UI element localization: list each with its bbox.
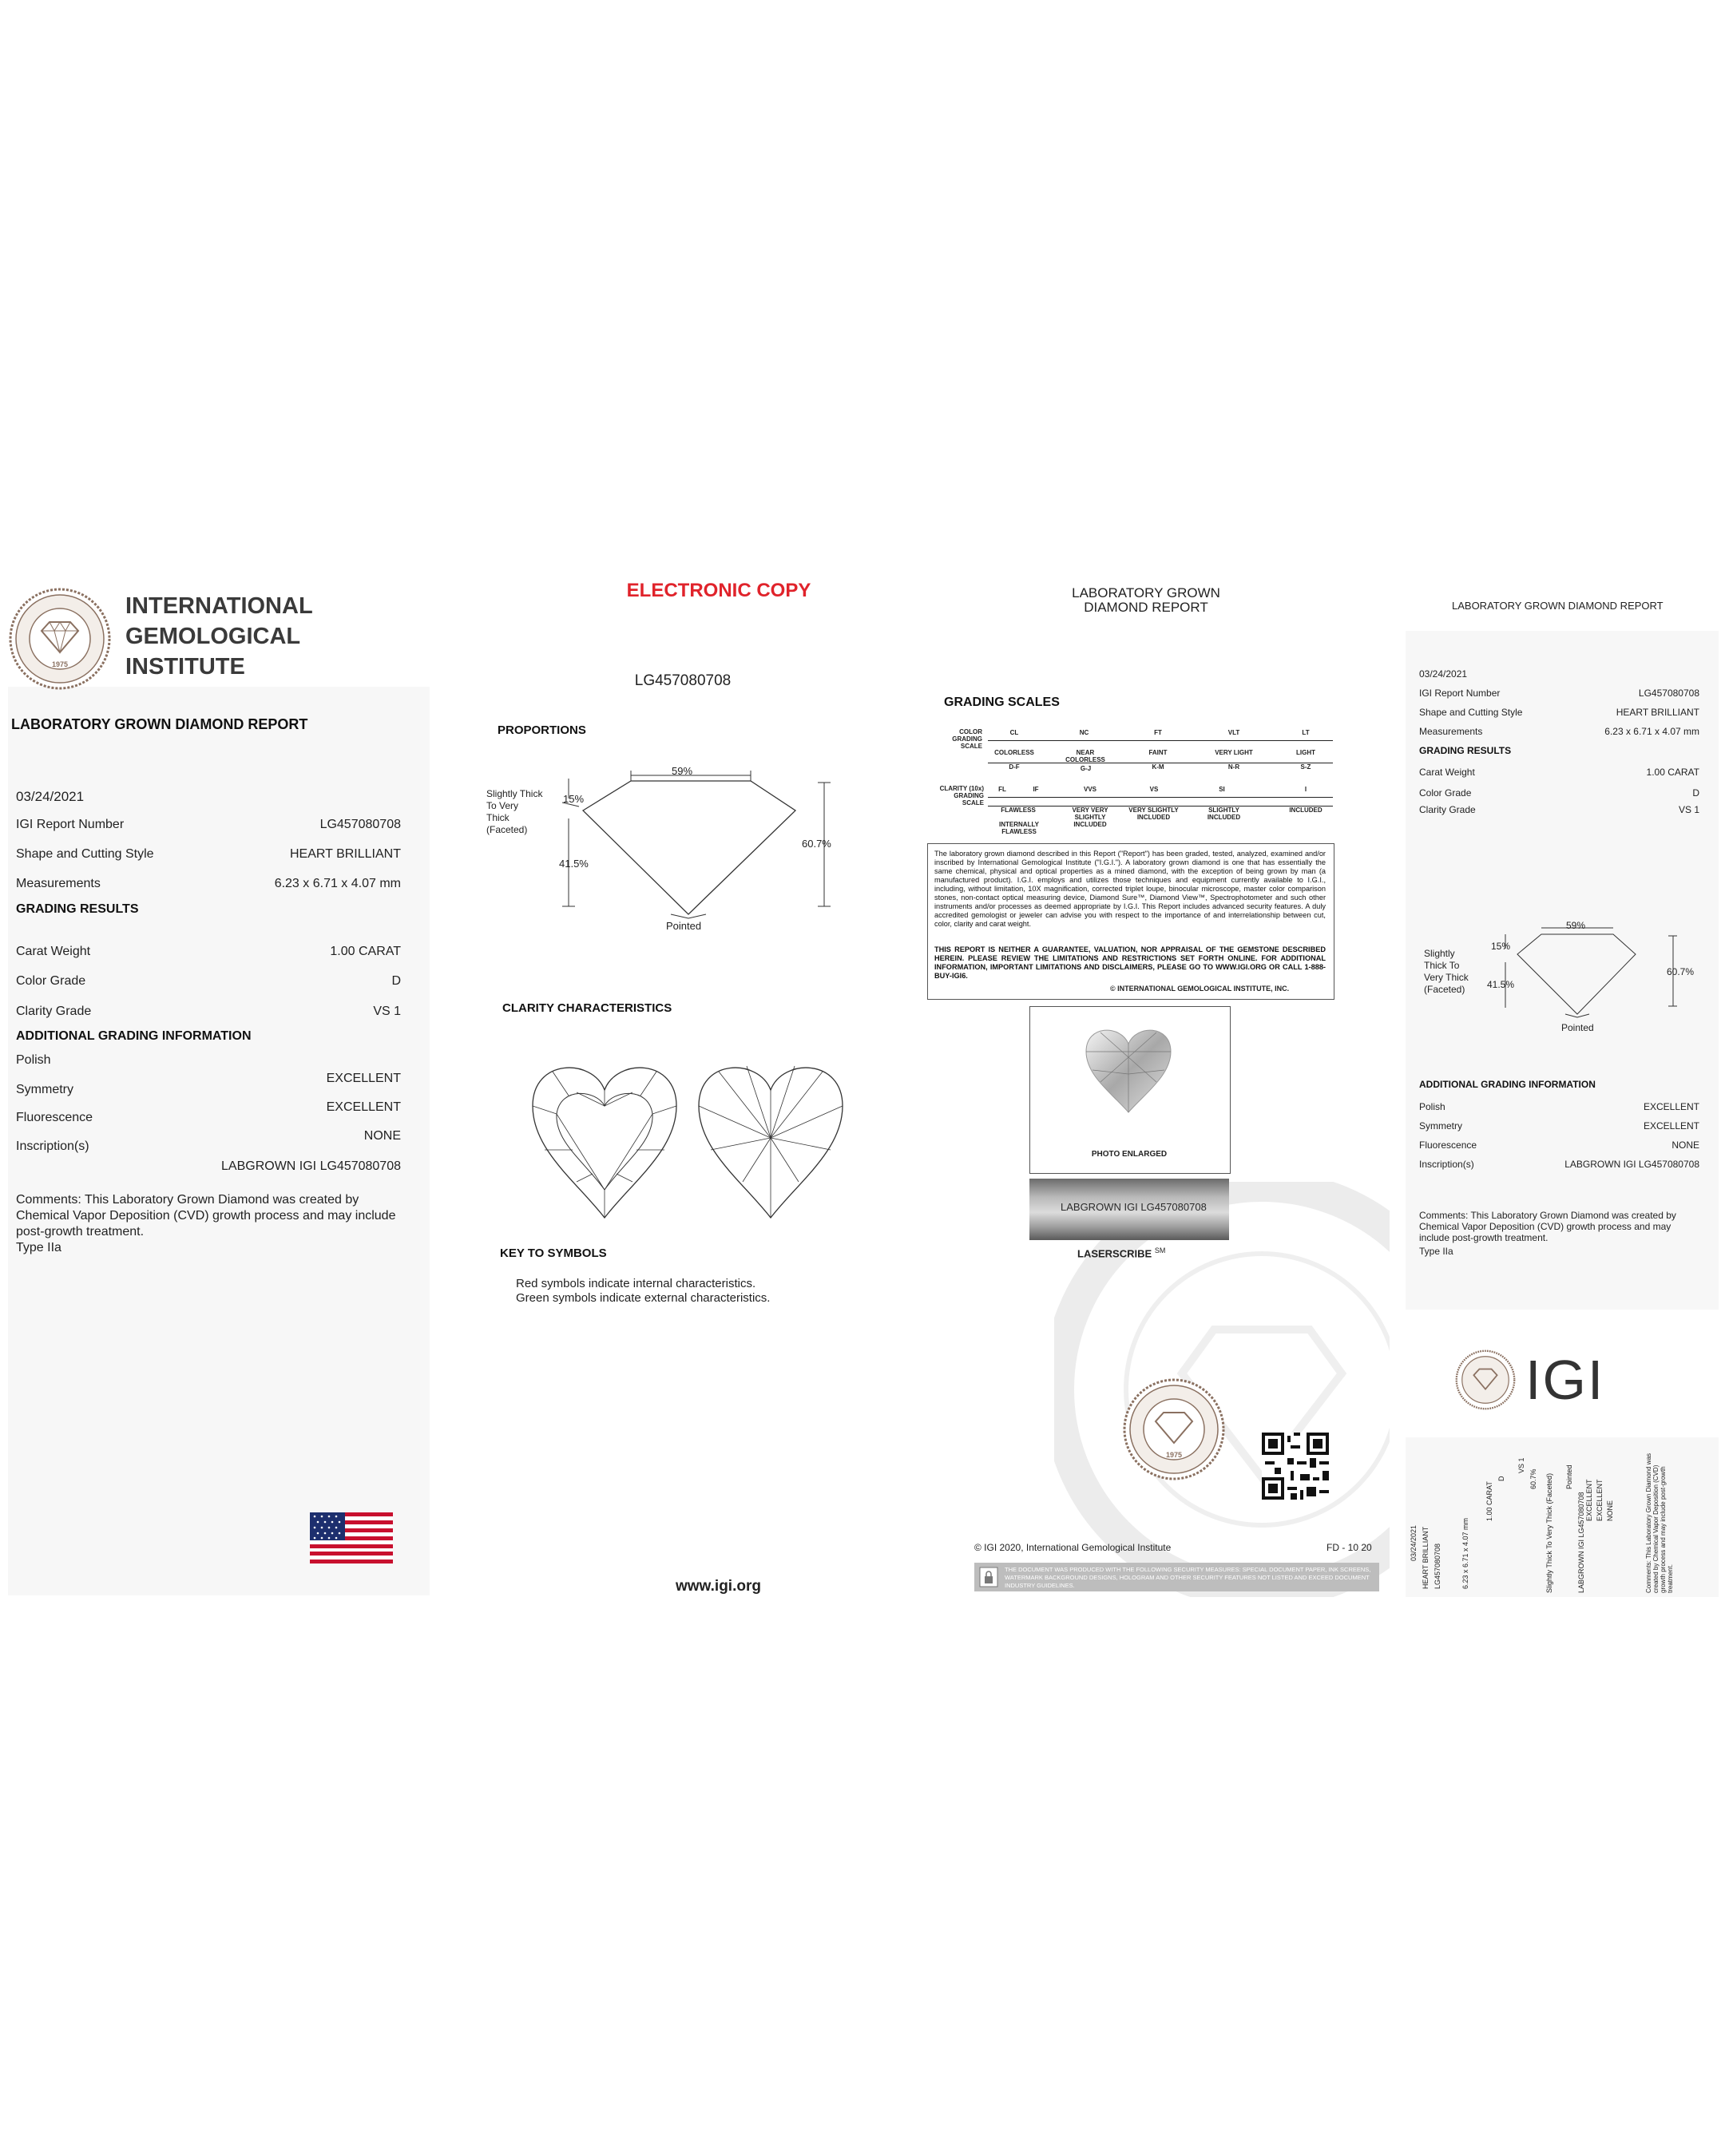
additional-grading-heading: ADDITIONAL GRADING INFORMATION [16,1029,252,1043]
electronic-copy-label: ELECTRONIC COPY [626,580,811,601]
rotated-symmetry: EXCELLENT [1596,1479,1604,1521]
comments-text: Comments: This Laboratory Grown Diamond was created by Chemical Vapor Deposition (CVD) growth process and may include post-growth treatment. [16,1193,396,1239]
right-girdle-line-4: (Faceted) [1424,984,1465,995]
color-scale-label [938,728,982,750]
right-symmetry-row [1419,1120,1699,1132]
color-name-faint: FAINT [1148,749,1168,756]
color-code-lt: LT [1302,729,1310,736]
igi-seal-lower-icon [1122,1377,1226,1481]
proportions-heading: PROPORTIONS [498,723,586,737]
right-table-value: 59% [1566,920,1586,931]
rotated-color: D [1497,1476,1505,1481]
right-polish-value: EXCELLENT [1643,1101,1699,1112]
right-girdle-text [1424,948,1469,996]
inscription-value: LABGROWN IGI LG457080708 [221,1159,401,1173]
disclaimer-body: The laboratory grown diamond described in this Report ("Report") has been graded, tested, analyzed, examined and/or inscribed by International Gemological Institute ("I.G.I."). A laboratory grown diamond is one that has essentially the same chemical, physical and optical properties as a mined diamond, with the exception of being grown by man (a manufactured product). I.G.I. employs and utilizes those techniques and equipment currently available to I.G.I., including, without limitation, 10X magnification, corrected triplet loupe, binocular microscope, master color comparison stones, non-contact optical measuring device, Diamond Sure™, Diamond View™, Spectrophotometer and such other instruments and/or processes as deemed appropriate by I.G.I. This Report includes advanced security features. A duly accredited gemologist or jeweler can advise you with respect to the importance of and interrelationship between cut, color, clarity and carat weight. [934,850,1326,928]
shape-label: Shape and Cutting Style [16,847,154,861]
report-title: LABORATORY GROWN DIAMOND REPORT [11,716,308,732]
carat-label: Carat Weight [16,945,91,958]
color-code-ft: FT [1154,729,1162,736]
measurements-row [16,877,401,891]
clarity-value: VS 1 [373,1005,401,1018]
proportions-table-value: 59% [672,765,693,777]
color-range-gj: G-J [1080,765,1092,772]
carat-row [16,945,401,959]
rotated-polish: EXCELLENT [1585,1479,1593,1521]
report-number-label: IGI Report Number [16,818,125,831]
clarity-plot-crown-heart [529,1062,680,1222]
right-girdle-line-2: Thick To [1424,960,1460,971]
svg-text:1975: 1975 [1165,1451,1183,1459]
igi-logo-text: IGI [1525,1349,1605,1411]
measurements-label: Measurements [16,877,101,890]
clarity-scale-top-rule [988,797,1333,798]
right-symmetry-value: EXCELLENT [1643,1120,1699,1132]
measurements-value: 6.23 x 6.71 x 4.07 mm [274,877,401,890]
rotated-comments: Comments: This Laboratory Grown Diamond was created by Chemical Vapor Deposition (CVD) growth process and may include post-growth treatment. [1645,1453,1674,1593]
color-value: D [391,974,401,988]
right-comments: Comments: This Laboratory Grown Diamond was created by Chemical Vapor Deposition (CVD) growth process and may include post-growth treatment. [1419,1210,1676,1243]
right-fluorescence-label: Fluorescence [1419,1139,1477,1151]
org-name-line-1: INTERNATIONAL [125,593,313,619]
report-number-value: LG457080708 [319,818,401,831]
rotated-girdle: Slightly Thick To Very Thick (Faceted) [1545,1472,1553,1593]
clarity-name-vs: VERY SLIGHTLY INCLUDED [1128,807,1179,821]
color-code-nc: NC [1079,729,1089,736]
shape-value: HEART BRILLIANT [289,847,401,861]
igi-seal-icon [8,587,112,691]
color-scale-label-2: GRADING [952,735,982,743]
right-report-number-row [1419,688,1699,699]
right-girdle-line-1: Slightly [1424,948,1455,959]
rotated-carat: 1.00 CARAT [1485,1481,1493,1521]
rotated-shape: HEART BRILLIANT [1422,1526,1430,1589]
color-code-vlt: VLT [1227,729,1240,736]
right-carat-row [1419,767,1699,778]
inscription-label: Inscription(s) [16,1139,89,1153]
right-shape-label: Shape and Cutting Style [1419,707,1523,718]
lab-report-title-line-1: LABORATORY GROWN [1072,585,1220,600]
lab-report-title [1030,586,1262,615]
right-inscription-row [1419,1159,1699,1170]
rotated-inscription: LABGROWN IGI LG457080708 [1577,1492,1585,1593]
key-to-symbols-line-1: Red symbols indicate internal characteristics. [516,1277,756,1290]
color-name-colorless: COLORLESS [994,749,1034,756]
fluorescence-value: NONE [363,1129,401,1143]
rotated-clarity: VS 1 [1517,1457,1525,1473]
clarity-code-if: IF [1033,786,1039,793]
color-name-very-light: VERY LIGHT [1215,749,1253,756]
right-symmetry-label: Symmetry [1419,1120,1462,1132]
lab-report-title-line-2: DIAMOND REPORT [1084,600,1208,615]
carat-value: 1.00 CARAT [330,945,401,958]
girdle-line-3: Thick [486,812,510,823]
right-report-number-value: LG457080708 [1638,688,1699,699]
clarity-code-si: SI [1219,786,1225,793]
clarity-scale-label [926,785,984,807]
report-date: 03/24/2021 [16,789,85,804]
rotated-report-number: LG457080708 [1434,1543,1441,1589]
rotated-depth: 60.7% [1529,1468,1537,1489]
right-carat-label: Carat Weight [1419,767,1475,778]
clarity-code-fl: FL [998,786,1006,793]
right-depth-value: 60.7% [1667,966,1695,977]
right-crown-value: 15% [1491,941,1511,952]
right-culet-value: Pointed [1561,1022,1594,1033]
diamond-type: Type IIa [16,1241,61,1254]
proportions-crown-value: 15% [563,793,585,805]
grading-scales-heading: GRADING SCALES [944,696,1060,709]
color-scale-top-rule [988,740,1333,741]
laserscribe-label [1077,1246,1165,1259]
girdle-line-1: Slightly Thick [486,788,543,799]
right-fluorescence-row [1419,1139,1699,1151]
clarity-name-vvs: VERY VERY SLIGHTLY INCLUDED [1072,807,1108,828]
key-to-symbols-heading: KEY TO SYMBOLS [500,1246,607,1260]
qr-code-icon[interactable] [1262,1433,1329,1500]
website-link[interactable]: www.igi.org [676,1578,761,1595]
clarity-name-included: INCLUDED [1289,807,1322,814]
polish-label: Polish [16,1053,51,1067]
footer-copyright: © IGI 2020, International Gemological Institute [974,1542,1172,1553]
right-inscription-value: LABGROWN IGI LG457080708 [1564,1159,1699,1170]
disclaimer-copyright: © INTERNATIONAL GEMOLOGICAL INSTITUTE, INC. [1110,985,1290,993]
right-carat-value: 1.00 CARAT [1646,767,1699,778]
rotated-culet: Pointed [1565,1464,1573,1489]
right-measurements-row [1419,726,1699,737]
right-measurements-value: 6.23 x 6.71 x 4.07 mm [1604,726,1699,737]
symmetry-label: Symmetry [16,1083,73,1096]
rotated-summary [1406,1441,1719,1593]
clarity-code-i: I [1304,786,1307,793]
clarity-name-if: INTERNALLY FLAWLESS [999,821,1039,835]
right-girdle-line-3: Very Thick [1424,972,1469,983]
disclaimer-bold: THIS REPORT IS NEITHER A GUARANTEE, VALUATION, NOR APPRAISAL OF THE GEMSTONE DESCRIBED HEREIN. PLEASE REVIEW THE LIMITATIONS AND RESTRICTIONS SET FORTH ONLINE. FOR ADDITIONAL INFORMATION, IMPORTANT LIMITATIONS AND DISCLAIMERS, PLEASE GO TO WWW.IGI.ORG OR CALL 1-888-BUY-IGI6. [934,945,1326,980]
right-clarity-row [1419,804,1699,815]
color-scale-label-3: SCALE [960,743,982,750]
right-type: Type IIa [1419,1246,1453,1257]
color-scale-label-1: COLOR [959,728,982,735]
rotated-measurements: 6.23 x 6.71 x 4.07 mm [1461,1517,1469,1589]
clarity-name-si: SLIGHTLY INCLUDED [1207,807,1241,821]
right-shape-row [1419,707,1699,718]
polish-value: EXCELLENT [326,1072,401,1085]
grading-results-heading: GRADING RESULTS [16,902,139,916]
right-color-value: D [1692,787,1699,799]
right-measurements-label: Measurements [1419,726,1483,737]
proportions-depth-value: 60.7% [802,838,831,850]
report-number-center: LG457080708 [634,672,732,689]
igi-logo-seal-icon [1455,1349,1516,1410]
footer-form-code: FD - 10 20 [1326,1542,1372,1553]
proportions-pavilion-value: 41.5% [559,858,589,870]
laserscribe-label-text: LASERSCRIBE [1077,1247,1152,1260]
rotated-fluorescence: NONE [1606,1500,1614,1521]
color-range-df: D-F [1009,763,1020,771]
right-pavilion-value: 41.5% [1487,979,1515,990]
color-range-km: K-M [1152,763,1164,771]
color-range-sz: S-Z [1300,763,1311,771]
org-name-line-3: INSTITUTE [125,654,245,680]
right-proportions-diagram [1485,918,1677,1038]
clarity-row [16,1005,401,1019]
clarity-plot-pavilion-heart [695,1062,847,1222]
us-flag-icon [310,1512,393,1563]
right-polish-row [1419,1101,1699,1112]
symmetry-value: EXCELLENT [326,1100,401,1114]
proportions-culet-value: Pointed [666,920,702,932]
right-report-date: 03/24/2021 [1419,668,1468,680]
diamond-photo [1085,1026,1172,1114]
girdle-line-4: (Faceted) [486,824,528,835]
right-inscription-label: Inscription(s) [1419,1159,1474,1170]
color-code-cl: CL [1009,729,1019,736]
clarity-code-vs: VS [1149,786,1159,793]
security-note-text: THE DOCUMENT WAS PRODUCED WITH THE FOLLOWING SECURITY MEASURES: SPECIAL DOCUMENT PAPER, INK SCREENS, WATERMARK BACKGROUND DESIGNS, HOLOGRAM AND OTHER SECURITY FEATURES NOT LISTED AND EXCEED DOCUMENT INDUSTRY GUIDELINES. [1005,1566,1371,1589]
laserscribe-sm: SM [1154,1246,1166,1254]
clarity-characteristics-heading: CLARITY CHARACTERISTICS [502,1001,672,1015]
right-clarity-label: Clarity Grade [1419,804,1476,815]
right-fluorescence-value: NONE [1671,1139,1699,1151]
clarity-scale-label-3: SCALE [962,799,984,807]
clarity-label: Clarity Grade [16,1005,92,1018]
color-name-light: LIGHT [1296,749,1315,756]
laserscribe-text: LABGROWN IGI LG457080708 [1061,1201,1207,1213]
svg-text:1975: 1975 [51,660,69,668]
color-row [16,974,401,989]
key-to-symbols-line-2: Green symbols indicate external characteristics. [516,1291,771,1305]
lock-icon [978,1566,999,1588]
proportions-girdle-text [486,788,542,836]
color-name-near-colorless: NEAR COLORLESS [1065,749,1105,763]
rotated-date: 03/24/2021 [1410,1524,1418,1561]
right-report-number-label: IGI Report Number [1419,688,1501,699]
clarity-code-vvs: VVS [1083,786,1096,793]
girdle-line-2: To Very [486,800,519,811]
right-clarity-value: VS 1 [1678,804,1699,815]
right-shape-value: HEART BRILLIANT [1616,707,1699,718]
right-color-row [1419,787,1699,799]
right-report-title: LABORATORY GROWN DIAMOND REPORT [1452,600,1664,612]
color-label: Color Grade [16,974,86,988]
clarity-scale-label-2: GRADING [954,792,984,799]
fluorescence-label: Fluorescence [16,1111,93,1124]
clarity-name-flawless: FLAWLESS [1001,807,1036,814]
shape-row [16,847,401,862]
right-color-label: Color Grade [1419,787,1472,799]
right-polish-label: Polish [1419,1101,1445,1112]
clarity-scale-label-1: CLARITY (10x) [939,785,984,792]
color-range-nr: N-R [1227,763,1240,771]
report-number-row [16,818,401,832]
right-additional-heading: ADDITIONAL GRADING INFORMATION [1419,1079,1596,1090]
proportions-diagram [479,755,855,938]
org-name-line-2: GEMOLOGICAL [125,624,301,649]
right-grading-results-heading: GRADING RESULTS [1419,745,1512,756]
photo-caption: PHOTO ENLARGED [1091,1150,1168,1159]
